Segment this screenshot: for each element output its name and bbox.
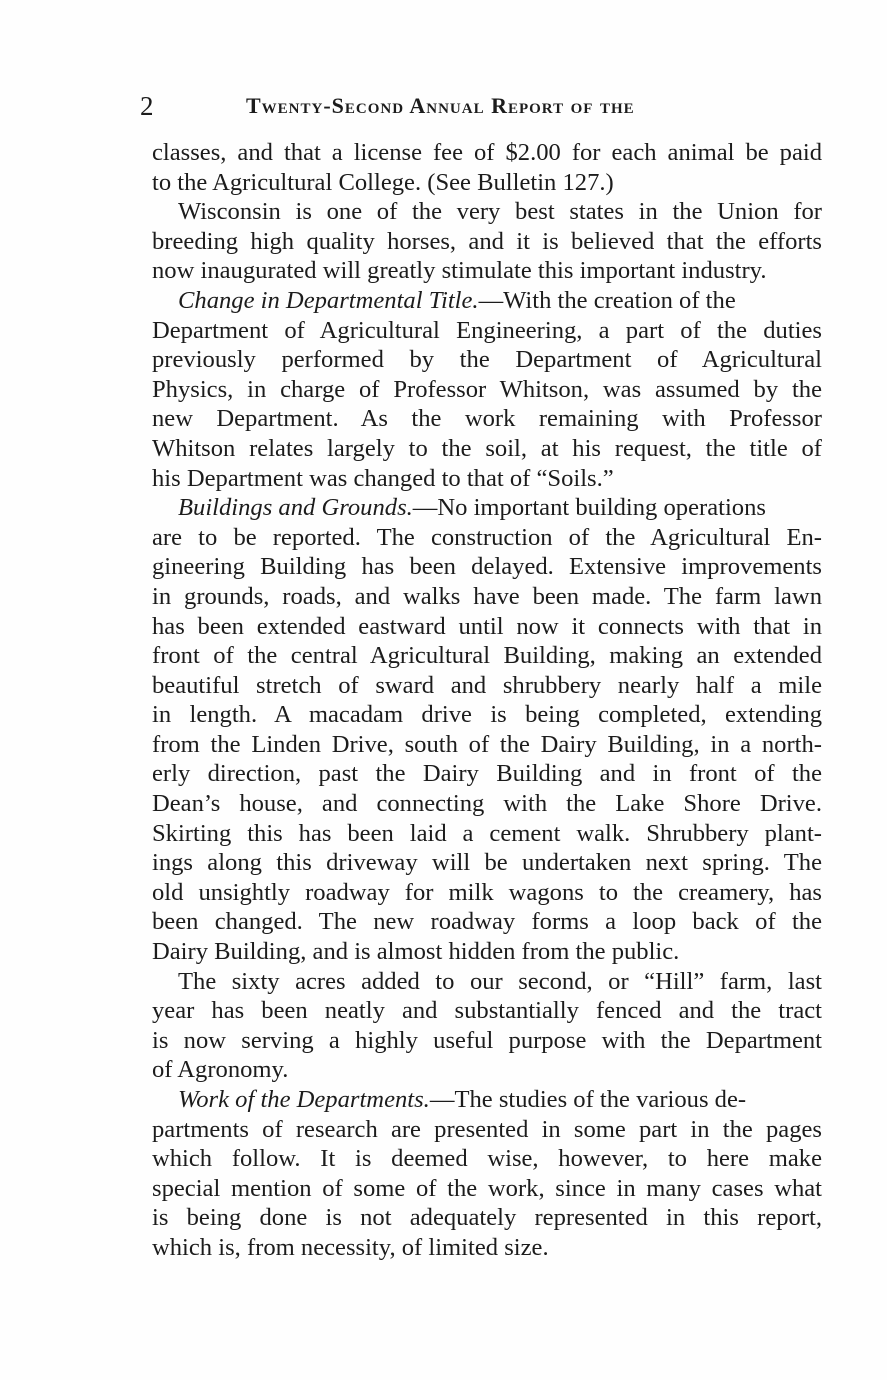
running-title: Twenty-Second Annual Report of the	[246, 93, 635, 118]
text-line: now inaugurated will greatly stimulate this important industry.	[152, 257, 767, 285]
text-line: are to be reported. The construction of the Agricultural En-	[152, 523, 822, 551]
text-run: —No important building operations	[412, 494, 766, 522]
text-line: classes, and that a license fee of $2.00 for each animal be paid	[152, 139, 822, 166]
text-line: gineering Building has been delayed. Extensive improvements	[152, 553, 822, 581]
paragraph-title-change-first-line	[152, 286, 822, 316]
text-line: in grounds, roads, and walks have been made. The farm lawn	[152, 582, 822, 610]
text-line: new Department. As the work remaining with Professor	[152, 405, 822, 433]
text-line: partments of research are presented in some part in the pages	[152, 1115, 822, 1143]
text-line: is now serving a highly useful purpose with the Department	[152, 1026, 822, 1054]
section-heading-buildings-and-grounds: Buildings and Grounds.	[178, 494, 413, 522]
text-line: old unsightly roadway for milk wagons to the creamery, has	[152, 878, 822, 906]
text-line: his Department was changed to that of “Soils.”	[152, 464, 614, 492]
text-line: erly direction, past the Dairy Building and in front of the	[152, 760, 822, 788]
body-text	[152, 138, 822, 1263]
text-run: —With the creation of the	[478, 286, 736, 314]
paragraph-departments-first-line	[152, 1085, 822, 1115]
text-line: special mention of some of the work, since in many cases what	[152, 1174, 822, 1202]
text-line: of Agronomy.	[152, 1056, 289, 1084]
text-line: which is, from necessity, of limited size.	[152, 1233, 549, 1261]
paragraph-wisconsin-first-line: Wisconsin is one of the very best states in the Union for	[178, 198, 822, 226]
text-line: to the Agricultural College. (See Bulletin 127.)	[152, 168, 614, 196]
text-line: has been extended eastward until now it connects with that in	[152, 612, 822, 640]
page-number: 2	[140, 91, 154, 121]
text-line: which follow. It is deemed wise, however, to here make	[152, 1145, 822, 1173]
text-line: Department of Agricultural Engineering, a part of the duties	[152, 316, 822, 344]
text-line: year has been neatly and substantially fenced and the tract	[152, 997, 822, 1025]
text-line: previously performed by the Department of Agricultural	[152, 346, 822, 374]
text-line: Skirting this has been laid a cement walk. Shrubbery plant-	[152, 819, 822, 847]
text-line: breeding high quality horses, and it is believed that the efforts	[152, 227, 822, 255]
section-heading-work-of-departments: Work of the Departments.	[178, 1086, 430, 1113]
text-line: is being done is not adequately represented in this report,	[152, 1204, 822, 1232]
text-line: front of the central Agricultural Building, making an extended	[152, 642, 822, 670]
paragraph-hill-farm-first-line: The sixty acres added to our second, or “Hill” farm, last	[178, 967, 822, 995]
text-line: been changed. The new roadway forms a loop back of the	[152, 908, 822, 936]
text-line: in length. A macadam drive is being completed, extending	[152, 701, 822, 729]
text-line: Dairy Building, and is almost hidden from the public.	[152, 938, 680, 966]
text-line: Whitson relates largely to the soil, at his request, the title of	[152, 434, 822, 462]
text-line: beautiful stretch of sward and shrubbery nearly half a mile	[152, 671, 822, 699]
text-line: Dean’s house, and connecting with the Lake Shore Drive.	[152, 790, 822, 818]
text-line: ings along this driveway will be undertaken next spring. The	[152, 849, 822, 877]
running-head	[140, 88, 840, 124]
section-heading-change-in-title: Change in Departmental Title.	[178, 286, 479, 314]
paragraph-buildings-first-line	[152, 493, 822, 523]
text-line: Physics, in charge of Professor Whitson, was assumed by the	[152, 375, 822, 403]
text-run: —The studies of the various de-	[429, 1086, 747, 1113]
text-line: from the Linden Drive, south of the Dairy Building, in a north-	[152, 730, 822, 758]
